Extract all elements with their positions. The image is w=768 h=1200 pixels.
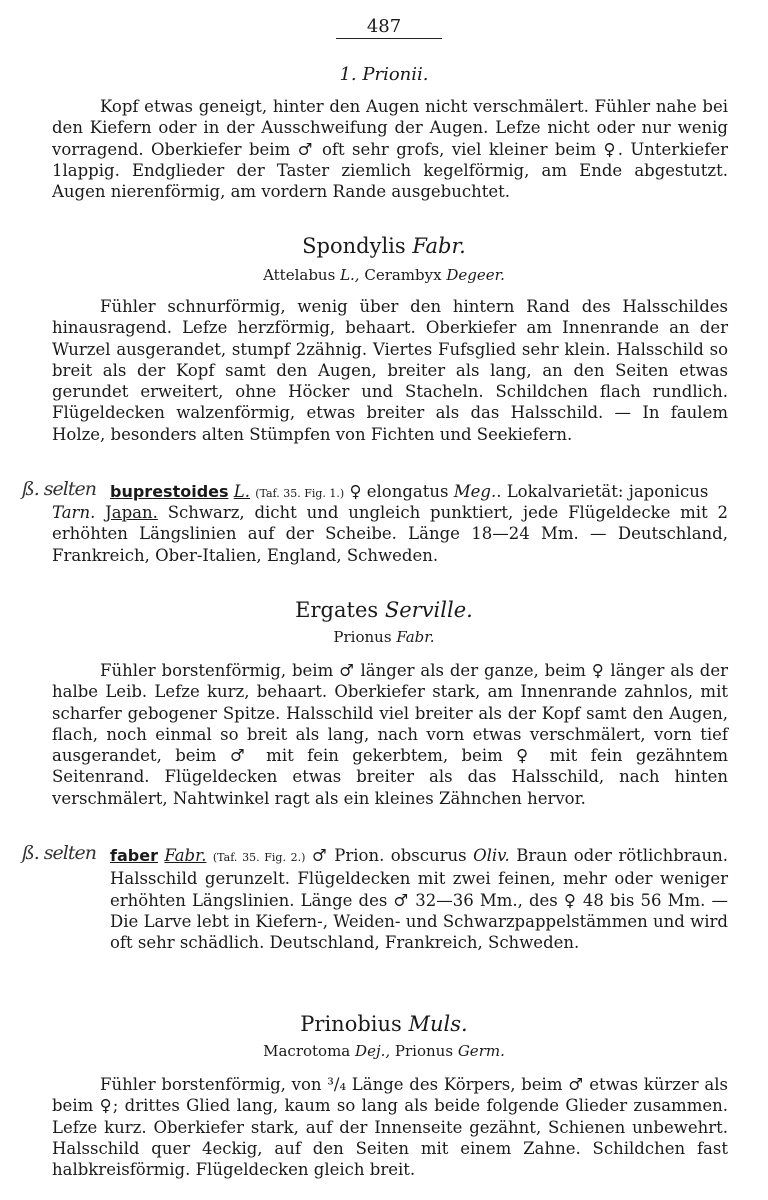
- synonym-name: Prionus: [394, 1042, 454, 1060]
- genus-synonyms-spondylis: [0, 266, 768, 284]
- species-entry-faber: [52, 845, 728, 953]
- plate-reference: (Taf. 35. Fig. 2.): [212, 851, 306, 864]
- genus-heading-ergates: [0, 598, 768, 622]
- species-author: Meg.: [453, 482, 497, 501]
- species-author: Fabr.: [164, 846, 207, 865]
- synonym-name: Attelabus: [263, 266, 336, 284]
- species-text: ♂ Prion. obscurus: [311, 846, 467, 865]
- genus-heading-prinobius: [0, 1012, 768, 1036]
- genus-author: Fabr.: [412, 234, 466, 258]
- species-text: Schwarz, dicht und ungleich punktiert, jede Flügeldecke mit 2 erhöhten Längslinien auf der Scheibe. Länge 18—24 Mm. — Deutschland, Frankreich, Ober-Italien, England, Schweden.: [52, 503, 729, 565]
- synonym-author: Degeer.: [446, 266, 505, 284]
- genus-description-ergates: Fühler borstenförmig, beim ♂ länger als der ganze, beim ♀ länger als der halbe Leib. Lefze kurz, behaart. Oberkiefer stark, am Innenrande zahnlos, mit scharfer gebogener Spitze. Halsschild viel breiter als der Kopf samt den Augen, flach, noch einmal so breit als lang, nach vorn etwas verschmälert, vorn tief ausgerandet, beim ♂ mit fein gekerbtem, beim ♀ mit fein gezähntem Seitenrand. Flügeldecken etwas breiter als das Halsschild, nach hinten verschmälert, Nahtwinkel ragt als ein kleines Zähnchen hervor.: [52, 661, 728, 808]
- synonym-name: Cerambyx: [364, 266, 442, 284]
- species-description-buprestoides: [52, 502, 728, 566]
- species-text: Lokalvarietät: japonicus: [506, 482, 709, 501]
- species-author: L.: [233, 482, 250, 501]
- synonym-author: Fabr.: [396, 628, 435, 646]
- species-author: Oliv.: [473, 846, 510, 865]
- genus-author: Muls.: [408, 1012, 468, 1036]
- genus-name: Prinobius: [300, 1012, 402, 1036]
- genus-synonyms-prinobius: [0, 1042, 768, 1060]
- genus-heading-spondylis: [0, 234, 768, 258]
- synonym-author: Dej.,: [355, 1042, 391, 1060]
- header-rule: [336, 38, 442, 39]
- genus-name: Spondylis: [302, 234, 406, 258]
- genus-description-prinobius: Fühler borstenförmig, von ³/₄ Länge des Körpers, beim ♂ etwas kürzer als beim ♀; drittes Glied lang, kaum so lang als beide folgende Glieder zusammen. Lefze kurz. Oberkiefer stark, auf der Innenseite gezähnt, Schienen unbewehrt. Halsschild quer 4eckig, auf den Seiten mit einem Zahne. Schildchen fast halbkreisförmig. Flügeldecken gleich breit.: [52, 1075, 728, 1180]
- species-text: Halsschild gerunzelt. Flügeldecken mit zwei feinen, mehr oder weniger erhöhten Längslinien. Länge des ♂ 32—36 Mm., des ♀ 48 bis 56 Mm. — Die Larve lebt in Kiefern-, Weiden- und Schwarzpappelstämmen und wird oft sehr schädlich. Deutschland, Frankreich, Schweden.: [110, 869, 728, 953]
- page-number: 487: [366, 16, 402, 37]
- species-region: Japan.: [105, 503, 158, 522]
- genus-name: Ergates: [295, 598, 379, 622]
- synonym-name: Macrotoma: [263, 1042, 351, 1060]
- genus-author: Serville.: [384, 598, 473, 622]
- species-text: Braun oder rötlichbraun.: [516, 846, 728, 865]
- species-text: ♀ elongatus: [349, 482, 449, 501]
- synonym-name: Prionus: [333, 628, 392, 646]
- synonym-author: L.,: [340, 266, 360, 284]
- species-author: Tarn.: [52, 503, 96, 522]
- species-entry-buprestoides: buprestoides L. (Taf. 35. Fig. 1.) ♀ elongatus Meg.. Lokalvarietät: japonicus: [110, 482, 709, 501]
- genus-description-spondylis: Fühler schnurförmig, wenig über den hintern Rand des Halsschildes hinausragend. Lefze herzförmig, behaart. Oberkiefer am Innenrande an der Wurzel ausgerandet, stumpf 2zähnig. Viertes Fufsglied sehr klein. Halsschild so breit als der Kopf samt den Augen, breiter als lang, an den Seiten etwas gerundet erweitert, ohne Höcker und Stacheln. Schildchen flach rundlich. Flügeldecken walzenförmig, etwas breiter als das Halsschild. — In faulem Holze, besonders alten Stümpfen von Fichten und Seekiefern.: [52, 297, 728, 444]
- genus-synonyms-ergates: [0, 628, 768, 646]
- species-name: faber: [110, 846, 158, 865]
- section-heading: 1. Prionii.: [339, 64, 429, 85]
- synonym-author: Germ.: [457, 1042, 505, 1060]
- handwritten-note: ß. selten: [22, 478, 96, 500]
- species-name: buprestoides: [110, 482, 229, 501]
- plate-reference: (Taf. 35. Fig. 1.): [255, 487, 345, 500]
- handwritten-note: ß. selten: [22, 842, 96, 864]
- intro-paragraph: Kopf etwas geneigt, hinter den Augen nicht verschmälert. Fühler nahe bei den Kiefern oder in der Ausschweifung der Augen. Lefze nicht oder nur wenig vorragend. Oberkiefer beim ♂ oft sehr grofs, viel kleiner beim ♀. Unterkiefer 1lappig. Endglieder der Taster ziemlich kegelförmig, am Ende abgestutzt. Augen nierenförmig, am vordern Rande ausgebuchtet.: [52, 97, 728, 202]
